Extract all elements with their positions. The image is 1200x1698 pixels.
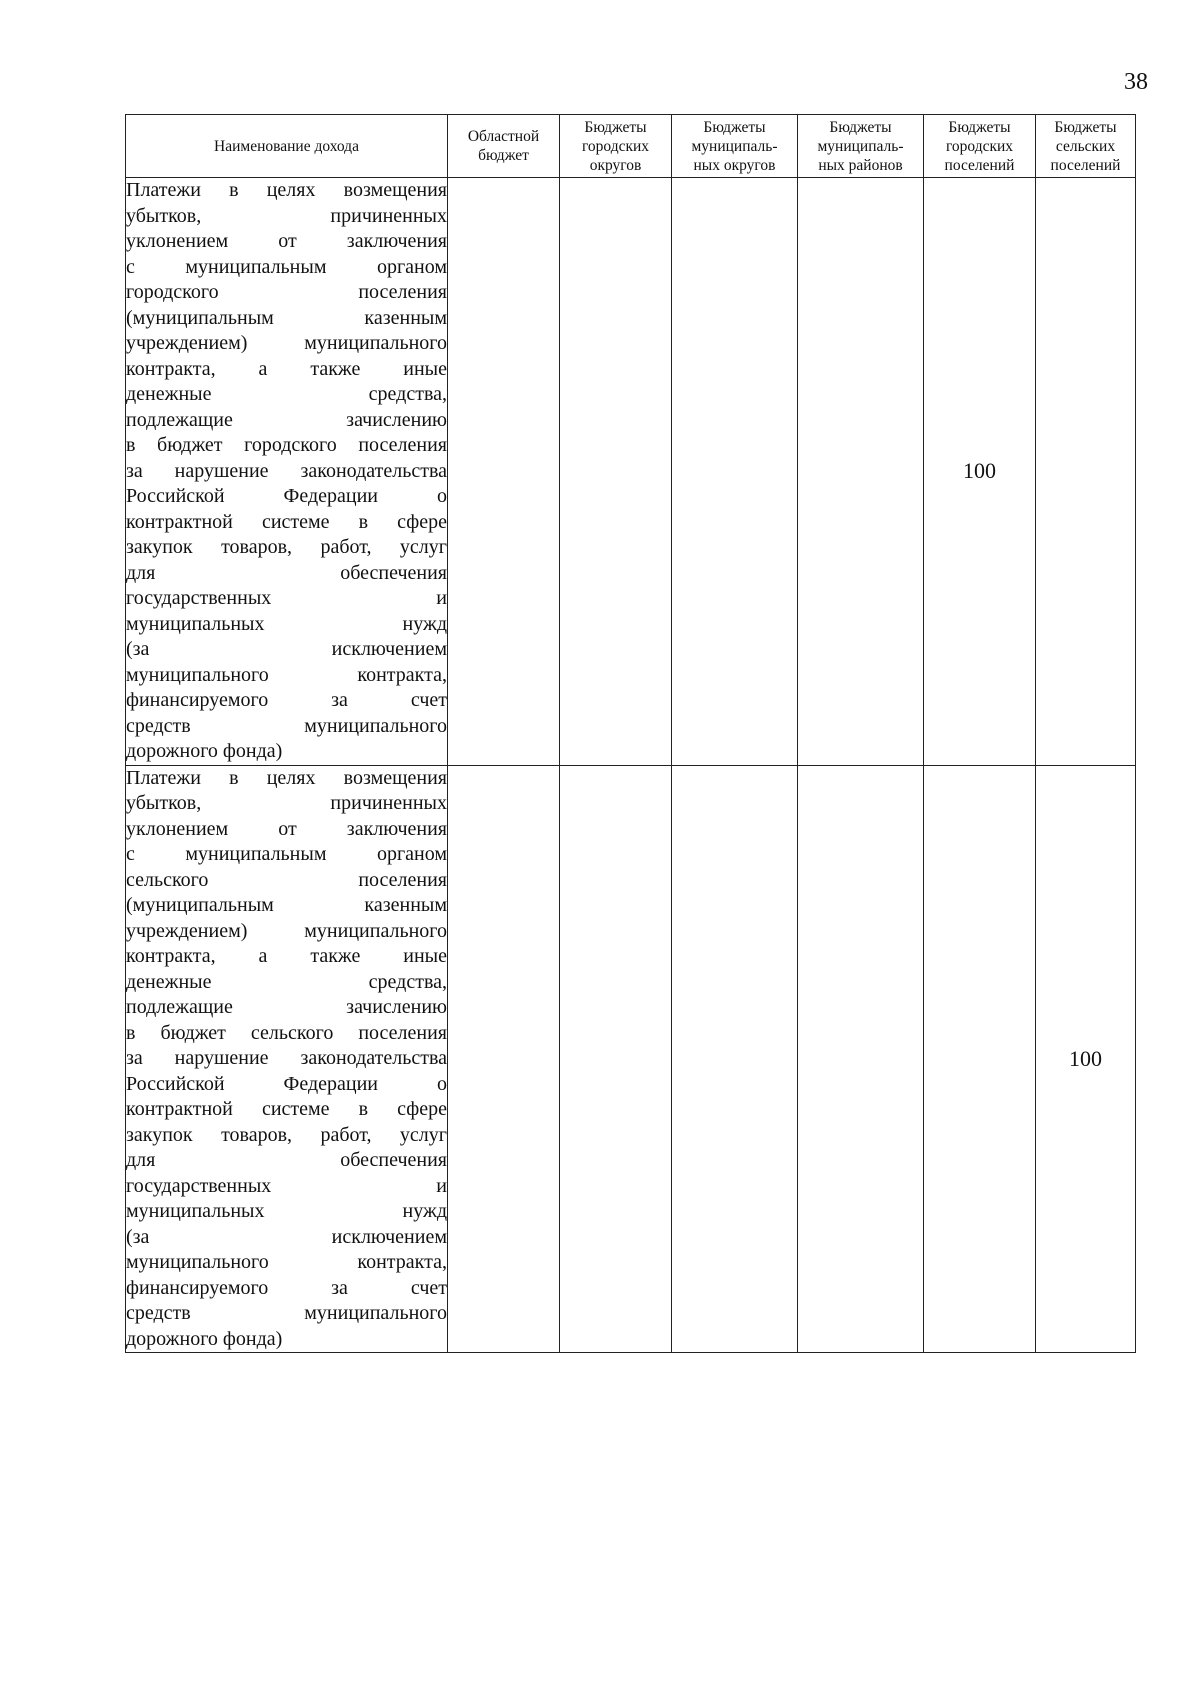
revenue-name-line: уклонением от заключения [126, 817, 447, 840]
revenue-name-line: муниципального контракта, [126, 663, 447, 686]
revenue-name-line: за нарушение законодательства [126, 459, 447, 482]
table-row [126, 765, 1136, 1353]
revenue-name-line: закупок товаров, работ, услуг [126, 536, 447, 558]
revenue-name-line: государственных и [126, 1174, 447, 1197]
header-text: Бюджеты [584, 118, 647, 136]
urban-settlements-cell [924, 765, 1036, 1353]
revenue-name-line: убытков, причиненных [126, 792, 447, 814]
revenue-name-line: дорожного фонда) [126, 740, 283, 762]
revenue-name-line: с муниципальным органом [126, 255, 447, 278]
urban-settlements-cell: 100 [924, 178, 1036, 766]
header-text: Областной [467, 128, 540, 145]
header-text: Бюджеты [829, 118, 892, 136]
municipal-districts-cell [672, 765, 798, 1353]
revenue-name-line: денежные средства, [126, 383, 447, 405]
revenue-name-line: в бюджет городского поселения [126, 434, 447, 456]
revenue-name-line: подлежащие зачислению [126, 996, 447, 1018]
header-text: поселений [944, 156, 1015, 174]
revenue-name-line: денежные средства, [126, 970, 447, 993]
revenue-name-line: городского поселения [126, 281, 447, 303]
header-city-districts-budgets [560, 115, 672, 178]
revenue-name-line: закупок товаров, работ, услуг [126, 1123, 447, 1146]
regional-budget-cell [448, 178, 560, 766]
header-text: муниципаль- [691, 137, 778, 155]
header-text: ных округов [693, 156, 776, 174]
regional-budget-cell [448, 765, 560, 1353]
header-text: Бюджеты [1054, 118, 1117, 136]
table-body [126, 178, 1136, 1353]
revenue-distribution-table [125, 114, 1136, 1353]
header-text: Бюджеты [948, 118, 1011, 136]
header-regional-budget [448, 115, 560, 178]
city-districts-cell [560, 765, 672, 1353]
header-rural-settlements-budgets [1036, 115, 1136, 178]
header-text: округов [589, 156, 642, 174]
revenue-name-line: муниципальных нужд [126, 1200, 447, 1222]
revenue-name-line: (муниципальным казенным [126, 894, 447, 916]
header-municipal-districts-budgets [672, 115, 798, 178]
header-text: муниципаль- [817, 137, 904, 155]
revenue-name-line: сельского поселения [126, 868, 447, 891]
header-revenue-name [126, 115, 448, 178]
revenue-name-line: за нарушение законодательства [126, 1047, 447, 1069]
header-text: Бюджеты [703, 118, 766, 136]
revenue-name-line: (за исключением [126, 1225, 447, 1248]
municipal-districts-cell [672, 178, 798, 766]
rural-settlements-cell: 100 [1036, 765, 1136, 1353]
revenue-name-line: подлежащие зачислению [126, 408, 447, 431]
revenue-name-line: Российской Федерации о [126, 485, 447, 507]
revenue-name-line: с муниципальным органом [126, 843, 447, 865]
revenue-name-line: учреждением) муниципального [126, 332, 447, 354]
table-row [126, 178, 1136, 766]
revenue-name-line: для обеспечения [126, 561, 447, 584]
revenue-name-line: государственных и [126, 587, 447, 609]
revenue-name-line: (за исключением [126, 638, 447, 660]
revenue-name-line: средств муниципального [126, 1302, 447, 1324]
header-text: бюджет [478, 147, 529, 164]
revenue-name-cell [126, 178, 448, 766]
municipal-regions-cell [798, 178, 924, 766]
city-districts-cell [560, 178, 672, 766]
header-text: городских [581, 137, 650, 155]
header-municipal-regions-budgets [798, 115, 924, 178]
header-text: ных районов [818, 156, 903, 174]
rural-settlements-cell [1036, 178, 1136, 766]
revenue-name-line: средств муниципального [126, 714, 447, 737]
municipal-regions-cell [798, 765, 924, 1353]
revenue-name-line: контракта, а также иные [126, 945, 447, 967]
table-header-row [126, 115, 1136, 178]
header-text: поселений [1050, 156, 1121, 174]
revenue-name-line: дорожного фонда) [126, 1327, 283, 1350]
revenue-name-line: Платежи в целях возмещения [126, 766, 447, 789]
revenue-name-line: (муниципальным казенным [126, 306, 447, 329]
revenue-name-line: муниципальных нужд [126, 612, 447, 635]
revenue-name-cell [126, 765, 448, 1353]
header-text: городских [945, 137, 1014, 155]
revenue-name-line: убытков, причиненных [126, 204, 447, 227]
revenue-name-line: Платежи в целях возмещения [126, 179, 447, 201]
revenue-name-line: в бюджет сельского поселения [126, 1021, 447, 1044]
revenue-name-line: Российской Федерации о [126, 1072, 447, 1095]
revenue-name-line: учреждением) муниципального [126, 919, 447, 942]
header-text: сельских [1055, 137, 1116, 155]
header-urban-settlements-budgets [924, 115, 1036, 178]
revenue-name-line: для обеспечения [126, 1149, 447, 1171]
revenue-name-line: финансируемого за счет [126, 1276, 447, 1299]
page-number: 38 [1124, 69, 1148, 95]
header-text: Наименование дохода [214, 137, 359, 155]
revenue-name-line: уклонением от заключения [126, 230, 447, 252]
revenue-name-line: контракта, а также иные [126, 357, 447, 380]
revenue-name-line: контрактной системе в сфере [126, 510, 447, 533]
revenue-name-line: муниципального контракта, [126, 1251, 447, 1273]
revenue-name-line: контрактной системе в сфере [126, 1098, 447, 1120]
revenue-name-line: финансируемого за счет [126, 689, 447, 711]
